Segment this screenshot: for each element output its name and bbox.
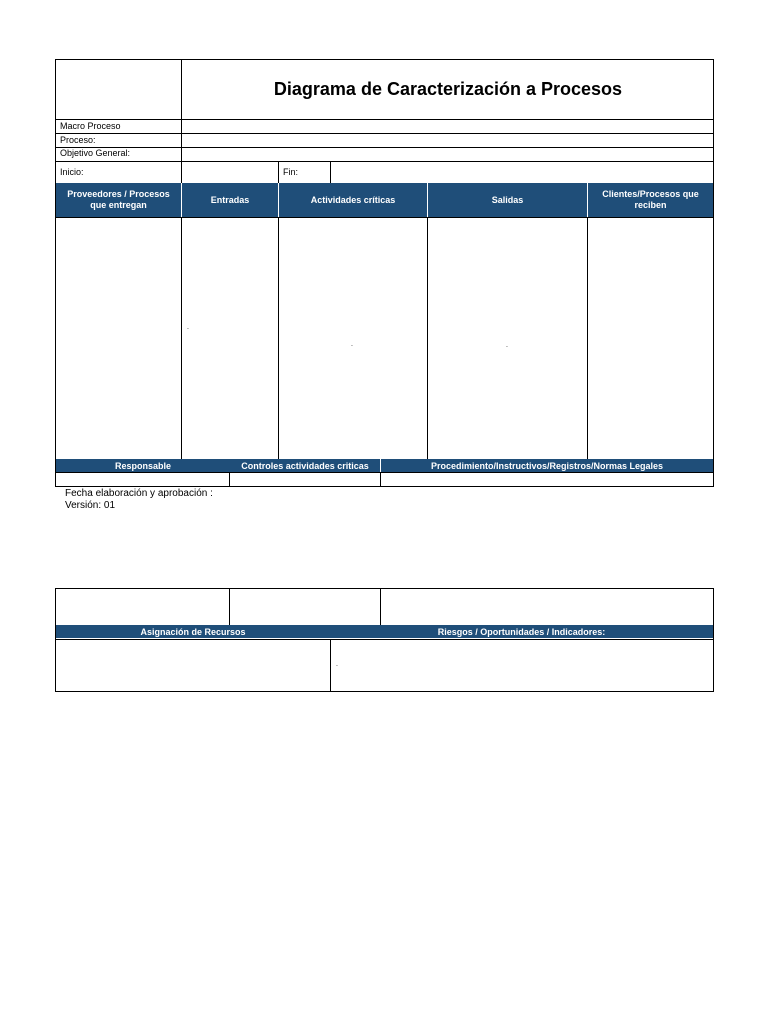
cell-actividades[interactable] [279,218,427,459]
objetivo-general-label: Objetivo General: [60,148,131,158]
top-cell-2[interactable] [230,589,380,625]
proceso-label: Proceso: [60,135,96,145]
divider [278,183,279,217]
divider [55,161,714,162]
column-header-entradas: Entradas [182,183,278,217]
placeholder-dot: . [187,324,189,331]
divider [330,161,331,183]
macro-proceso-label: Macro Proceso [60,121,121,131]
controles-cell[interactable] [230,473,380,486]
procedimiento-header: Procedimiento/Instructivos/Registros/Normas Legales [430,461,664,471]
page-title: Diagrama de Caracterización a Procesos [273,79,623,99]
cell-entradas[interactable] [182,218,278,459]
column-header-clientes: Clientes/Procesos que reciben [588,183,713,217]
recursos-cell[interactable] [56,640,330,691]
responsable-header: Responsable [114,461,172,471]
version-text: Versión: 01 [65,500,116,511]
divider [427,183,428,217]
column-header-actividades: Actividades críticas [279,183,427,217]
fecha-elaboracion-text: Fecha elaboración y aprobación : [65,488,213,499]
top-cell-3[interactable] [381,589,713,625]
divider [55,119,714,120]
inicio-label: Inicio: [60,167,84,177]
riesgos-cell[interactable] [331,640,713,691]
recursos-header: Asignación de Recursos [140,627,246,637]
responsable-cell[interactable] [56,473,229,486]
divider [181,183,182,217]
divider [278,161,279,183]
column-header-proveedores: Proveedores / Procesos que entregan [56,183,181,217]
cell-clientes[interactable] [588,218,713,459]
divider [55,133,714,134]
riesgos-header: Riesgos / Oportunidades / Indicadores: [437,627,606,637]
fin-label: Fin: [283,167,299,177]
controles-header: Controles actividades criticas [241,461,369,471]
divider [587,183,588,217]
cell-proveedores[interactable] [56,218,181,459]
divider [55,147,714,148]
placeholder-dot: . [351,341,353,348]
placeholder-dot: . [506,342,508,349]
column-header-salidas: Salidas [428,183,587,217]
procedimiento-cell[interactable] [381,473,713,486]
placeholder-dot: . [336,661,338,668]
top-cell-1[interactable] [56,589,229,625]
cell-salidas[interactable] [428,218,587,459]
